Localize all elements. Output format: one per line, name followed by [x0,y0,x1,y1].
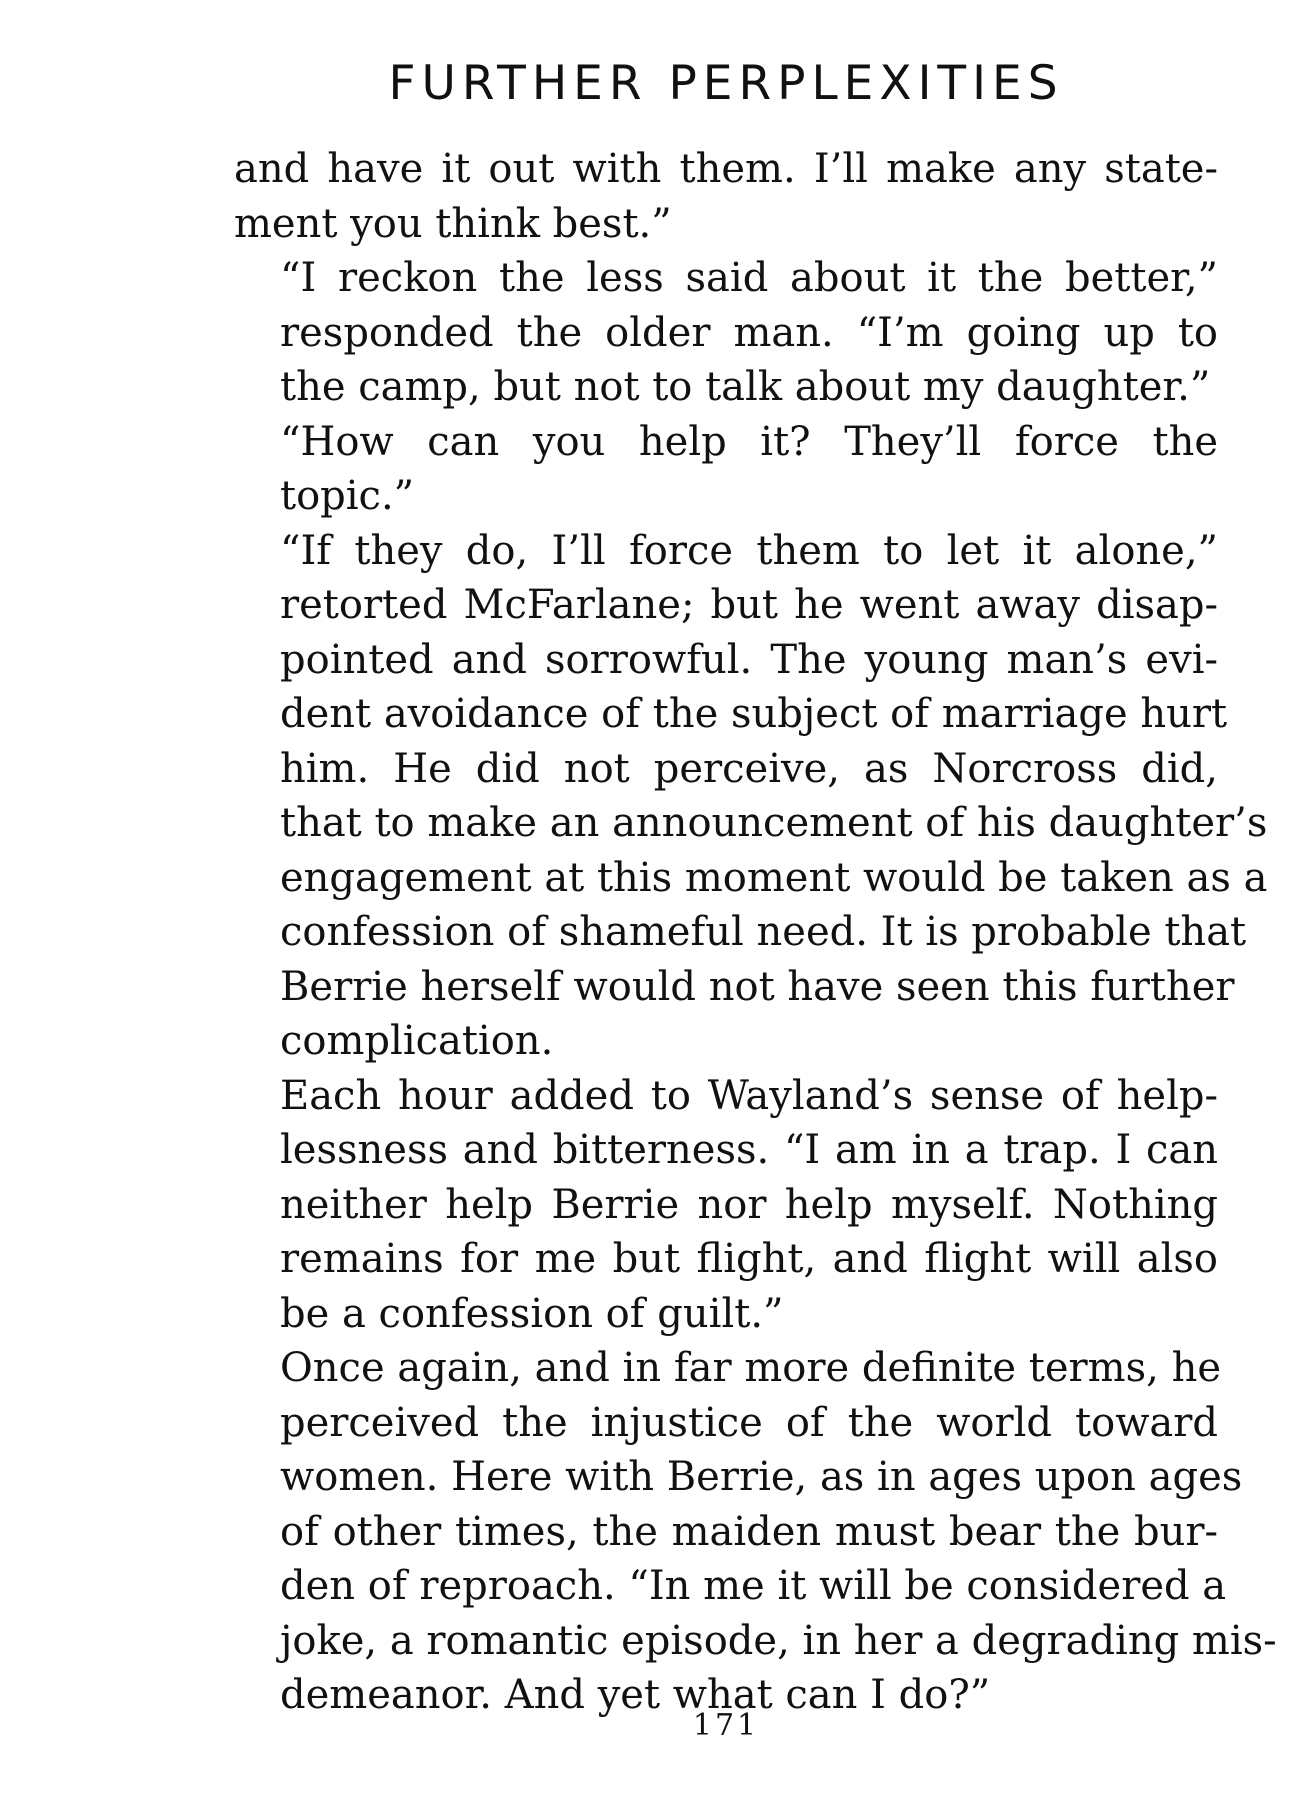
body-text [234,142,1277,1723]
text-line: “How can you help it? They’ll force the [280,418,1218,465]
paragraph-5 [234,1069,1218,1342]
text-line: pointed and sorrowful. The young man’s evi- [280,636,1218,683]
text-line: complication. [280,1018,554,1064]
text-line: be a confession of guilt.” [280,1290,784,1337]
running-title: FURTHER PERPLEXITIES [388,56,1064,111]
paragraph-6 [234,1341,1277,1723]
text-line: “I reckon the less said about it the better,” [280,255,1218,301]
text-line: lessness and bitterness. “I am in a trap. I can [280,1127,1218,1173]
text-line: Once again, and in far more definite terms, he [280,1345,1221,1391]
text-line: Berrie herself would not have seen this further [280,963,1235,1010]
paragraph-4 [234,524,1268,1069]
text-line: the camp, but not to talk about my daughter.” [280,364,1211,410]
page-number: 171 [692,1708,760,1743]
text-line: Each hour added to Wayland’s sense of help- [280,1072,1218,1119]
paragraph-2 [234,251,1218,415]
text-line: confession of shameful need. It is probable that [280,909,1247,955]
text-line: engagement at this moment would be taken as a [280,854,1268,901]
text-line: that to make an announcement of his daughter’s [280,800,1268,846]
text-line: ment you think best.” [234,200,672,247]
paragraph-1 [234,142,1218,251]
text-line: topic.” [280,473,415,519]
text-line: demeanor. And yet what can I do?” [280,1672,991,1718]
text-line: “If they do, I’ll force them to let it alone,” [280,527,1218,574]
paragraph-3 [234,415,1218,524]
book-page [234,0,1277,1806]
text-line: retorted McFarlane; but he went away disap- [280,582,1218,628]
text-line: den of reproach. “In me it will be considered a [280,1563,1227,1609]
text-line: neither help Berrie nor help myself. Nothing [280,1181,1218,1228]
text-line: perceived the injustice of the world toward [280,1399,1218,1446]
text-line: him. He did not perceive, as Norcross did, [280,745,1218,792]
text-line: women. Here with Berrie, as in ages upon ages [280,1454,1243,1500]
text-line: responded the older man. “I’m going up to [280,309,1218,356]
text-line: and have it out with them. I’ll make any state- [234,146,1218,192]
text-line: of other times, the maiden must bear the bur- [280,1508,1218,1555]
text-line: dent avoidance of the subject of marriage hurt [280,691,1228,737]
text-line: remains for me but flight, and flight will also [280,1236,1218,1282]
text-line: joke, a romantic episode, in her a degrading mis- [280,1617,1277,1664]
